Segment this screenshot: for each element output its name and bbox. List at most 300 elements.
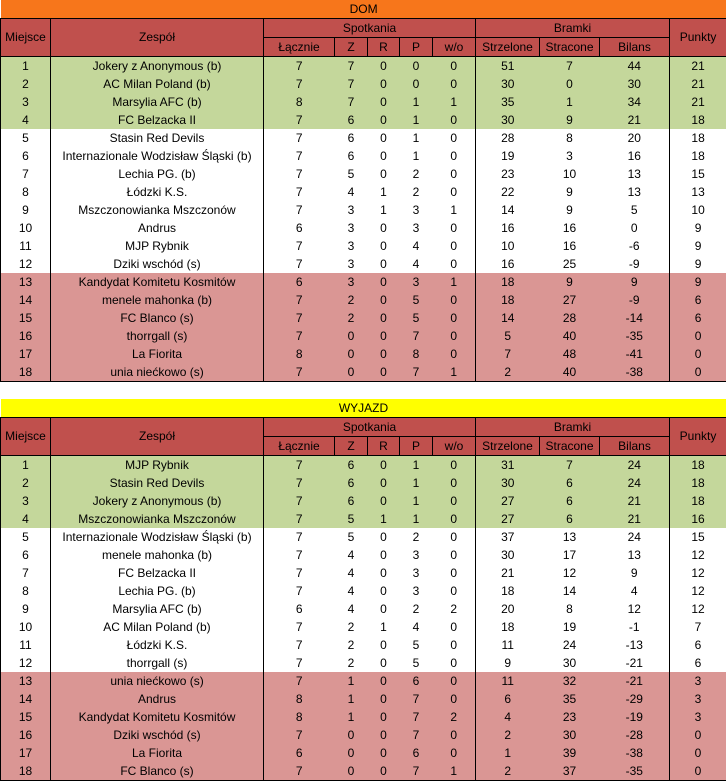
wins-cell: 7 [335,75,368,93]
scored-cell: 18 [476,291,540,309]
scored-cell: 18 [476,618,540,636]
header-team: Zespół [51,19,264,57]
wins-cell: 6 [335,474,368,492]
place-cell: 14 [1,690,51,708]
scored-cell: 6 [476,690,540,708]
scored-cell: 28 [476,129,540,147]
losses-cell: 2 [400,183,433,201]
total-cell: 7 [264,255,335,273]
team-cell: thorrgall (s) [51,327,264,345]
balance-cell: -21 [600,672,670,690]
team-cell: Internazionale Wodzisław Śląski (b) [51,528,264,546]
walkover-cell: 0 [433,57,476,76]
scored-cell: 5 [476,327,540,345]
place-cell: 15 [1,708,51,726]
points-cell: 0 [670,726,726,744]
conceded-cell: 13 [540,528,600,546]
wins-cell: 1 [335,690,368,708]
wins-cell: 0 [335,744,368,762]
team-cell: Andrus [51,219,264,237]
points-cell: 18 [670,456,726,475]
scored-cell: 11 [476,636,540,654]
draws-cell: 0 [368,528,400,546]
team-cell: La Fiorita [51,744,264,762]
place-cell: 6 [1,147,51,165]
team-cell: Internazionale Wodzisław Śląski (b) [51,147,264,165]
balance-cell: 0 [600,219,670,237]
place-cell: 12 [1,255,51,273]
points-cell: 7 [670,618,726,636]
wins-cell: 7 [335,93,368,111]
points-cell: 12 [670,600,726,618]
scored-cell: 1 [476,744,540,762]
total-cell: 7 [264,291,335,309]
balance-cell: -28 [600,726,670,744]
place-cell: 7 [1,564,51,582]
header-wins: Z [335,437,368,456]
conceded-cell: 28 [540,309,600,327]
place-cell: 8 [1,183,51,201]
total-cell: 7 [264,165,335,183]
points-cell: 6 [670,636,726,654]
total-cell: 7 [264,582,335,600]
walkover-cell: 0 [433,510,476,528]
draws-cell: 0 [368,582,400,600]
walkover-cell: 0 [433,219,476,237]
place-cell: 3 [1,93,51,111]
draws-cell: 1 [368,510,400,528]
walkover-cell: 0 [433,690,476,708]
team-cell: Łódzki K.S. [51,636,264,654]
balance-cell: 9 [600,564,670,582]
header-scored: Strzelone [476,437,540,456]
draws-cell: 0 [368,255,400,273]
walkover-cell: 0 [433,672,476,690]
team-cell: FC Blanco (s) [51,762,264,781]
draws-cell: 0 [368,93,400,111]
conceded-cell: 37 [540,762,600,781]
walkover-cell: 0 [433,291,476,309]
walkover-cell: 2 [433,600,476,618]
place-cell: 10 [1,618,51,636]
losses-cell: 0 [400,75,433,93]
total-cell: 8 [264,345,335,363]
team-cell: Jokery z Anonymous (b) [51,492,264,510]
header-losses: P [400,437,433,456]
draws-cell: 0 [368,57,400,76]
balance-cell: 24 [600,474,670,492]
walkover-cell: 0 [433,129,476,147]
scored-cell: 30 [476,474,540,492]
wins-cell: 4 [335,582,368,600]
place-cell: 11 [1,636,51,654]
walkover-cell: 1 [433,93,476,111]
losses-cell: 6 [400,672,433,690]
conceded-cell: 1 [540,93,600,111]
table-row [1,255,726,273]
team-cell: Lechia PG. (b) [51,165,264,183]
draws-cell: 0 [368,492,400,510]
table-row [1,690,726,708]
total-cell: 7 [264,672,335,690]
team-cell: Dziki wschód (s) [51,255,264,273]
walkover-cell: 0 [433,237,476,255]
walkover-cell: 0 [433,546,476,564]
table-row [1,708,726,726]
points-cell: 6 [670,654,726,672]
losses-cell: 1 [400,129,433,147]
team-cell: Kandydat Komitetu Kosmitów [51,273,264,291]
losses-cell: 2 [400,528,433,546]
walkover-cell: 0 [433,147,476,165]
table-row [1,345,726,363]
walkover-cell: 0 [433,528,476,546]
place-cell: 17 [1,345,51,363]
conceded-cell: 6 [540,492,600,510]
total-cell: 7 [264,474,335,492]
balance-cell: -9 [600,255,670,273]
place-cell: 7 [1,165,51,183]
team-cell: La Fiorita [51,345,264,363]
scored-cell: 16 [476,219,540,237]
conceded-cell: 10 [540,165,600,183]
header-matches: Spotkania [264,418,476,437]
total-cell: 8 [264,93,335,111]
total-cell: 7 [264,618,335,636]
wins-cell: 2 [335,618,368,636]
losses-cell: 7 [400,327,433,345]
balance-cell: 24 [600,528,670,546]
wins-cell: 6 [335,111,368,129]
scored-cell: 2 [476,762,540,781]
scored-cell: 30 [476,546,540,564]
wins-cell: 0 [335,327,368,345]
table-row [1,492,726,510]
place-cell: 10 [1,219,51,237]
header-team: Zespół [51,418,264,456]
scored-cell: 20 [476,600,540,618]
points-cell: 12 [670,564,726,582]
losses-cell: 3 [400,273,433,291]
table-row [1,726,726,744]
table-row [1,564,726,582]
table-title: WYJAZD [1,399,726,418]
table-row [1,546,726,564]
scored-cell: 7 [476,345,540,363]
team-cell: FC Belzacka II [51,564,264,582]
total-cell: 6 [264,219,335,237]
draws-cell: 0 [368,273,400,291]
points-cell: 10 [670,201,726,219]
place-cell: 4 [1,510,51,528]
away-standings-table [0,399,726,781]
draws-cell: 0 [368,726,400,744]
table-row [1,273,726,291]
team-cell: FC Blanco (s) [51,309,264,327]
draws-cell: 1 [368,183,400,201]
points-cell: 21 [670,57,726,76]
table-row [1,672,726,690]
points-cell: 18 [670,147,726,165]
draws-cell: 0 [368,237,400,255]
wins-cell: 4 [335,546,368,564]
losses-cell: 1 [400,492,433,510]
balance-cell: -35 [600,327,670,345]
balance-cell: 12 [600,600,670,618]
balance-cell: 20 [600,129,670,147]
header-place: Miejsce [1,19,51,57]
conceded-cell: 7 [540,57,600,76]
table-row [1,510,726,528]
scored-cell: 14 [476,309,540,327]
balance-cell: -14 [600,309,670,327]
team-cell: thorrgall (s) [51,654,264,672]
team-cell: Marsylia AFC (b) [51,600,264,618]
losses-cell: 3 [400,201,433,219]
points-cell: 0 [670,363,726,382]
conceded-cell: 19 [540,618,600,636]
losses-cell: 8 [400,345,433,363]
conceded-cell: 16 [540,237,600,255]
total-cell: 7 [264,546,335,564]
balance-cell: -38 [600,744,670,762]
draws-cell: 0 [368,111,400,129]
header-row-top [1,418,726,437]
wins-cell: 0 [335,363,368,382]
points-cell: 0 [670,762,726,781]
total-cell: 7 [264,510,335,528]
header-points: Punkty [670,418,726,456]
wins-cell: 3 [335,201,368,219]
table-row [1,93,726,111]
points-cell: 18 [670,474,726,492]
balance-cell: 24 [600,456,670,475]
total-cell: 6 [264,273,335,291]
place-cell: 4 [1,111,51,129]
losses-cell: 1 [400,111,433,129]
losses-cell: 1 [400,510,433,528]
points-cell: 9 [670,237,726,255]
total-cell: 7 [264,492,335,510]
walkover-cell: 0 [433,744,476,762]
draws-cell: 0 [368,309,400,327]
draws-cell: 0 [368,690,400,708]
wins-cell: 6 [335,147,368,165]
losses-cell: 6 [400,744,433,762]
draws-cell: 0 [368,291,400,309]
place-cell: 18 [1,363,51,382]
walkover-cell: 1 [433,762,476,781]
scored-cell: 19 [476,147,540,165]
total-cell: 6 [264,600,335,618]
place-cell: 13 [1,273,51,291]
team-cell: MJP Rybnik [51,456,264,475]
team-cell: MJP Rybnik [51,237,264,255]
scored-cell: 18 [476,273,540,291]
points-cell: 3 [670,708,726,726]
losses-cell: 5 [400,309,433,327]
team-cell: Mszczonowianka Mszczonów [51,201,264,219]
draws-cell: 0 [368,546,400,564]
balance-cell: 21 [600,510,670,528]
total-cell: 7 [264,456,335,475]
walkover-cell: 1 [433,273,476,291]
balance-cell: -41 [600,345,670,363]
draws-cell: 0 [368,345,400,363]
conceded-cell: 39 [540,744,600,762]
scored-cell: 27 [476,492,540,510]
balance-cell: 44 [600,57,670,76]
points-cell: 6 [670,291,726,309]
balance-cell: -1 [600,618,670,636]
scored-cell: 35 [476,93,540,111]
place-cell: 2 [1,75,51,93]
total-cell: 8 [264,708,335,726]
total-cell: 8 [264,690,335,708]
conceded-cell: 40 [540,327,600,345]
points-cell: 18 [670,492,726,510]
conceded-cell: 8 [540,129,600,147]
table-row [1,636,726,654]
conceded-cell: 7 [540,456,600,475]
conceded-cell: 25 [540,255,600,273]
draws-cell: 0 [368,744,400,762]
wins-cell: 3 [335,237,368,255]
wins-cell: 6 [335,456,368,475]
header-conceded: Stracone [540,437,600,456]
walkover-cell: 0 [433,726,476,744]
total-cell: 7 [264,129,335,147]
header-wins: Z [335,38,368,57]
wins-cell: 6 [335,129,368,147]
balance-cell: -38 [600,363,670,382]
team-cell: menele mahonka (b) [51,291,264,309]
scored-cell: 31 [476,456,540,475]
header-balance: Bilans [600,437,670,456]
wins-cell: 4 [335,564,368,582]
draws-cell: 0 [368,474,400,492]
losses-cell: 3 [400,219,433,237]
team-cell: Lechia PG. (b) [51,582,264,600]
total-cell: 7 [264,363,335,382]
walkover-cell: 0 [433,327,476,345]
conceded-cell: 40 [540,363,600,382]
scored-cell: 4 [476,708,540,726]
wins-cell: 0 [335,726,368,744]
place-cell: 5 [1,528,51,546]
table-row [1,57,726,76]
place-cell: 9 [1,201,51,219]
team-cell: AC Milan Poland (b) [51,618,264,636]
losses-cell: 7 [400,762,433,781]
team-cell: Andrus [51,690,264,708]
walkover-cell: 2 [433,708,476,726]
wins-cell: 0 [335,345,368,363]
wins-cell: 2 [335,291,368,309]
points-cell: 0 [670,327,726,345]
place-cell: 1 [1,57,51,76]
wins-cell: 6 [335,492,368,510]
walkover-cell: 1 [433,201,476,219]
conceded-cell: 12 [540,564,600,582]
table-row [1,309,726,327]
table-title-row [1,399,726,418]
team-cell: unia niećkowo (s) [51,363,264,382]
points-cell: 9 [670,219,726,237]
table-row [1,147,726,165]
wins-cell: 4 [335,600,368,618]
balance-cell: 9 [600,273,670,291]
balance-cell: -9 [600,291,670,309]
table-row [1,183,726,201]
place-cell: 3 [1,492,51,510]
wins-cell: 4 [335,183,368,201]
scored-cell: 2 [476,726,540,744]
walkover-cell: 0 [433,309,476,327]
team-cell: unia niećkowo (s) [51,672,264,690]
walkover-cell: 0 [433,111,476,129]
draws-cell: 0 [368,708,400,726]
team-cell: Jokery z Anonymous (b) [51,57,264,76]
header-place: Miejsce [1,418,51,456]
place-cell: 9 [1,600,51,618]
losses-cell: 2 [400,600,433,618]
total-cell: 7 [264,57,335,76]
points-cell: 18 [670,111,726,129]
losses-cell: 2 [400,165,433,183]
losses-cell: 7 [400,708,433,726]
losses-cell: 4 [400,237,433,255]
total-cell: 7 [264,726,335,744]
conceded-cell: 6 [540,474,600,492]
header-scored: Strzelone [476,38,540,57]
balance-cell: 13 [600,546,670,564]
table-row [1,582,726,600]
total-cell: 7 [264,183,335,201]
balance-cell: -21 [600,654,670,672]
table-row [1,111,726,129]
conceded-cell: 23 [540,708,600,726]
walkover-cell: 0 [433,255,476,273]
conceded-cell: 9 [540,111,600,129]
walkover-cell: 0 [433,75,476,93]
points-cell: 0 [670,345,726,363]
conceded-cell: 32 [540,672,600,690]
header-balance: Bilans [600,38,670,57]
walkover-cell: 0 [433,474,476,492]
conceded-cell: 27 [540,291,600,309]
balance-cell: -6 [600,237,670,255]
place-cell: 11 [1,237,51,255]
header-draws: R [368,437,400,456]
wins-cell: 2 [335,309,368,327]
points-cell: 12 [670,546,726,564]
wins-cell: 0 [335,762,368,781]
table-row [1,744,726,762]
team-cell: Marsylia AFC (b) [51,93,264,111]
team-cell: Stasin Red Devils [51,129,264,147]
balance-cell: -29 [600,690,670,708]
header-row-top [1,19,726,38]
points-cell: 3 [670,690,726,708]
total-cell: 7 [264,111,335,129]
table-row [1,165,726,183]
conceded-cell: 6 [540,510,600,528]
balance-cell: -35 [600,762,670,781]
points-cell: 3 [670,672,726,690]
draws-cell: 0 [368,654,400,672]
total-cell: 7 [264,201,335,219]
